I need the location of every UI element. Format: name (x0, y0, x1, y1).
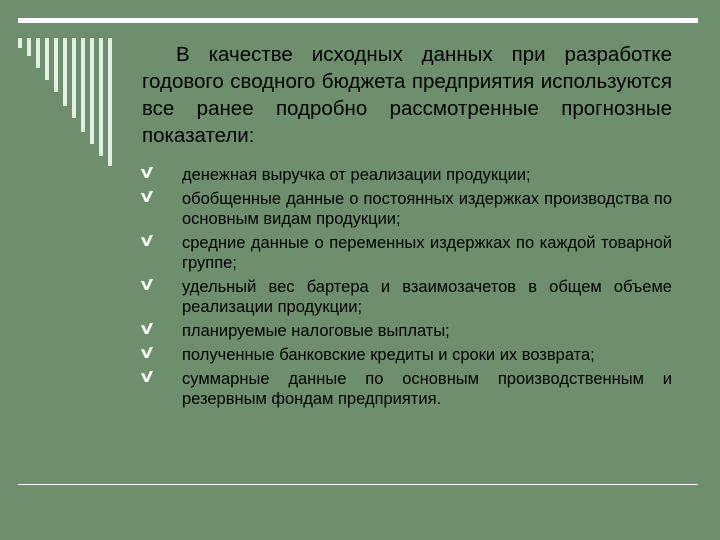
list-item (142, 321, 672, 341)
checkmark-v-icon (140, 234, 154, 248)
checkmark-v-icon (140, 190, 154, 204)
list-item-text: удельный вес бартера и взаимозачетов в общем объеме реализации продукции; (182, 278, 672, 316)
checkmark-v-icon (140, 166, 154, 180)
checkmark-v-icon (140, 370, 154, 384)
list-item-text: средние данные о переменных издержках по каждой товарной группе; (182, 234, 672, 272)
bullet-list (142, 165, 672, 409)
checkmark-v-icon (140, 322, 154, 336)
list-item-text: полученные банковские кредиты и сроки их возврата; (182, 346, 595, 364)
list-item (142, 345, 672, 365)
list-item-text: денежная выручка от реализации продукции; (182, 166, 531, 184)
list-item (142, 165, 672, 185)
list-item-text: суммарные данные по основным производственным и резервным фондам предприятия. (182, 370, 672, 408)
list-item (142, 233, 672, 273)
list-item-text: планируемые налоговые выплаты; (182, 322, 450, 340)
top-divider (18, 18, 698, 23)
list-item (142, 189, 672, 229)
bottom-divider (18, 484, 698, 485)
checkmark-v-icon (140, 346, 154, 360)
decorative-stripes (18, 38, 128, 168)
list-item-text: обобщенные данные о постоянных издержках производства по основным видам продукции; (182, 190, 672, 228)
list-item (142, 369, 672, 409)
intro-paragraph: В качестве исходных данных при разработке годового сводного бюджета предприятия используются все ранее подробно рассмотренные прогнозные показатели: (142, 43, 672, 147)
checkmark-v-icon (140, 278, 154, 292)
list-item (142, 277, 672, 317)
slide-content (142, 41, 672, 413)
